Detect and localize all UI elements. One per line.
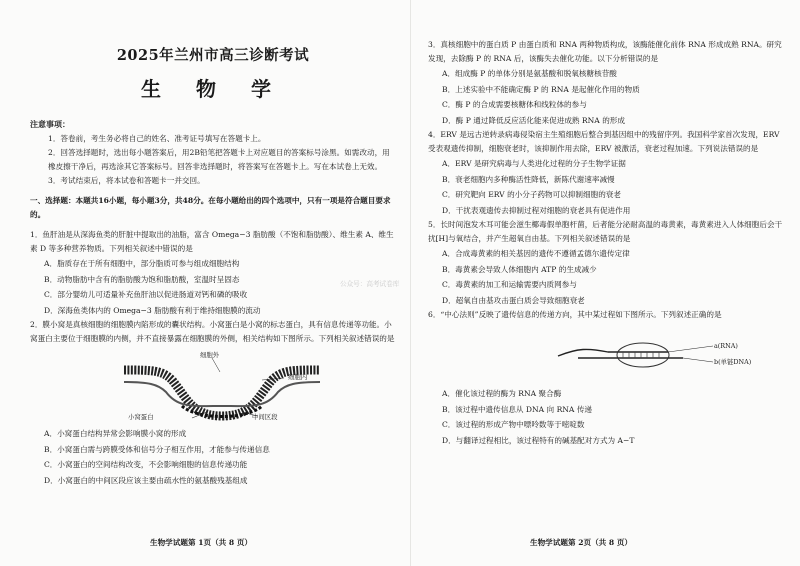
q3-option-d: D．酶 P 通过降低反应活化能来促进成熟 RNA 的形成 <box>442 115 625 125</box>
dna-rna-figure <box>548 326 748 380</box>
label-middle-segment: 中间区段 <box>252 413 278 421</box>
watermark-text: 公众号：高考试卷库 <box>340 280 400 288</box>
question-1-stem: 1．鱼肝油是从深海鱼类的肝脏中提取出的油脂，富含 Omega−3 脂肪酸（不饱和脂肪酸）、维生素 A、维生素 D 等多种营养物质。下列相关叙述中错误的是 <box>30 230 394 253</box>
q5-option-a: A．合成毒黄素的相关基因的遗传不遵循孟德尔遗传定律 <box>442 249 630 258</box>
label-extracellular: 细胞外 <box>200 351 220 359</box>
q6-option-c: C．该过程的形成产物中嘌呤数等于嘧啶数 <box>442 420 585 429</box>
q5-option-b: B．毒黄素会导致人体细胞内 ATP 的生成减少 <box>442 264 597 274</box>
section-heading: 一、选择题：本题共16小题，每小题3分，共48分。在每小题给出的四个选项中，只有一项是符合题目要求的。 <box>30 196 391 219</box>
label-caveolin: 小窝蛋白 <box>128 413 154 421</box>
dna-rna-diagram <box>428 326 784 380</box>
exam-title: 2025年兰州市高三诊断考试 <box>116 47 310 64</box>
q1-option-b: B．动物脂肪中含有的脂肪酸为饱和脂肪酸，室温时呈固态 <box>44 274 240 284</box>
notes-heading: 注意事项： <box>30 119 70 129</box>
question-3-stem: 3．真核细胞中的蛋白质 P 由蛋白质和 RNA 两种物质构成，该酶能催化前体 RNA 形成成熟 RNA。研究发现，去除酶 P 的 RNA 后，该酶失去催化功能。以下分析错误的是 <box>428 40 782 63</box>
note-item: 3．考试结束后，将本试卷和答题卡一并交回。 <box>48 176 205 185</box>
q1-option-a: A．脂质存在于所有细胞中，部分脂质可参与组成细胞结构 <box>44 259 240 268</box>
q3-option-b: B．上述实验中不能确定酶 P 的 RNA 是起催化作用的物质 <box>442 84 640 94</box>
q1-option-c: C．部分婴幼儿可适量补充鱼肝油以促进肠道对钙和磷的吸收 <box>44 290 248 299</box>
question-5-stem: 5．长时间泡发木耳可能会滋生椰毒假单胞杆菌，后者能分泌耐高温的毒黄素，毒黄素进入人体细胞后会干扰[H]与氧结合，并产生超氧自由基。下列相关叙述错误的是 <box>428 220 783 243</box>
q5-option-d: D．超氧自由基攻击蛋白质会导致细胞衰老 <box>442 295 585 305</box>
q6-option-a: A．催化该过程的酶为 RNA 聚合酶 <box>442 389 562 398</box>
q2-option-b: B．小窝蛋白需与跨膜受体和信号分子相互作用，才能参与传递信息 <box>44 444 270 454</box>
question-4-stem: 4．ERV 是远古逆转录病毒侵染宿主生殖细胞后整合到基因组中的残留序列。我国科学家首次发现，ERV 受表观遗传抑制，细胞衰老时，该抑制作用去除，ERV 被激活，衰老过程加速。下列说法错误的是 <box>428 130 780 153</box>
page-2 <box>410 0 800 566</box>
q4-option-c: C．研究靶向 ERV 的小分子药物可以抑制细胞的衰老 <box>442 190 621 199</box>
q4-option-d: D．干扰表观遗传去抑制过程对细胞的衰老具有促进作用 <box>442 205 631 215</box>
subject-title: 生 物 学 <box>141 77 285 101</box>
q2-option-a: A．小窝蛋白结构异常会影响膜小窝的形成 <box>44 429 187 438</box>
label-intracellular: 细胞内 <box>288 373 308 381</box>
label-dna-strand: b(单链DNA) <box>714 358 752 366</box>
q6-option-b: B．该过程中遗传信息从 DNA 向 RNA 传递 <box>442 404 593 414</box>
q6-option-d: D．与翻译过程相比，该过程特有的碱基配对方式为 A−T <box>442 435 635 445</box>
caveolae-diagram <box>30 350 396 422</box>
q4-option-a: A．ERV 是研究病毒与人类进化过程的分子生物学证据 <box>442 159 626 168</box>
question-2-stem: 2．膜小窝是真核细胞的细胞膜内陷形成的囊状结构。小窝蛋白是小窝的标志蛋白，具有信息传递等功能。小窝蛋白主要位于细胞膜的内侧，并不直接暴露在细胞膜的外侧，相关结构如下图所示。下列相关叙述错误的是 <box>30 320 395 343</box>
note-item: 1．答卷前，考生务必将自己的姓名、准考证号填写在答题卡上。 <box>48 134 266 143</box>
page-1-footer: 生物学试题第 1页（共 8 页） <box>150 538 253 547</box>
q1-option-d: D．深海鱼类体内的 Omega−3 脂肪酸有利于维持细胞膜的流动 <box>44 305 261 315</box>
q2-option-c: C．小窝蛋白的空间结构改变，不会影响细胞的信息传递功能 <box>44 460 248 469</box>
page-2-footer: 生物学试题第 2页（共 8 页） <box>530 538 633 547</box>
question-6-stem: 6．“中心法则”反映了遗传信息的传递方向，其中某过程如下图所示。下列叙述正确的是 <box>428 310 722 319</box>
note-item: 2．回答选择题时，选出每小题答案后，用2B铅笔把答题卡上对应题目的答案标号涂黑。如需改动，用橡皮擦干净后，再选涂其它答案标号。回答非选择题时，将答案写在答题卡上。写在本试卷上无效。 <box>48 148 390 171</box>
q4-option-b: B．衰老细胞内多种酶活性降低，新陈代谢速率减慢 <box>442 174 615 184</box>
q5-option-c: C．毒黄素的加工和运输需要内质网参与 <box>442 280 577 289</box>
q2-option-d: D．小窝蛋白的中间区段应该主要由疏水性的氨基酸残基组成 <box>44 475 248 485</box>
q3-option-c: C．酶 P 的合成需要核糖体和线粒体的参与 <box>442 100 587 109</box>
q3-option-a: A．组成酶 P 的单体分别是氨基酸和脱氧核糖核苷酸 <box>442 69 617 78</box>
label-rna-strand: a(RNA) <box>714 342 738 350</box>
